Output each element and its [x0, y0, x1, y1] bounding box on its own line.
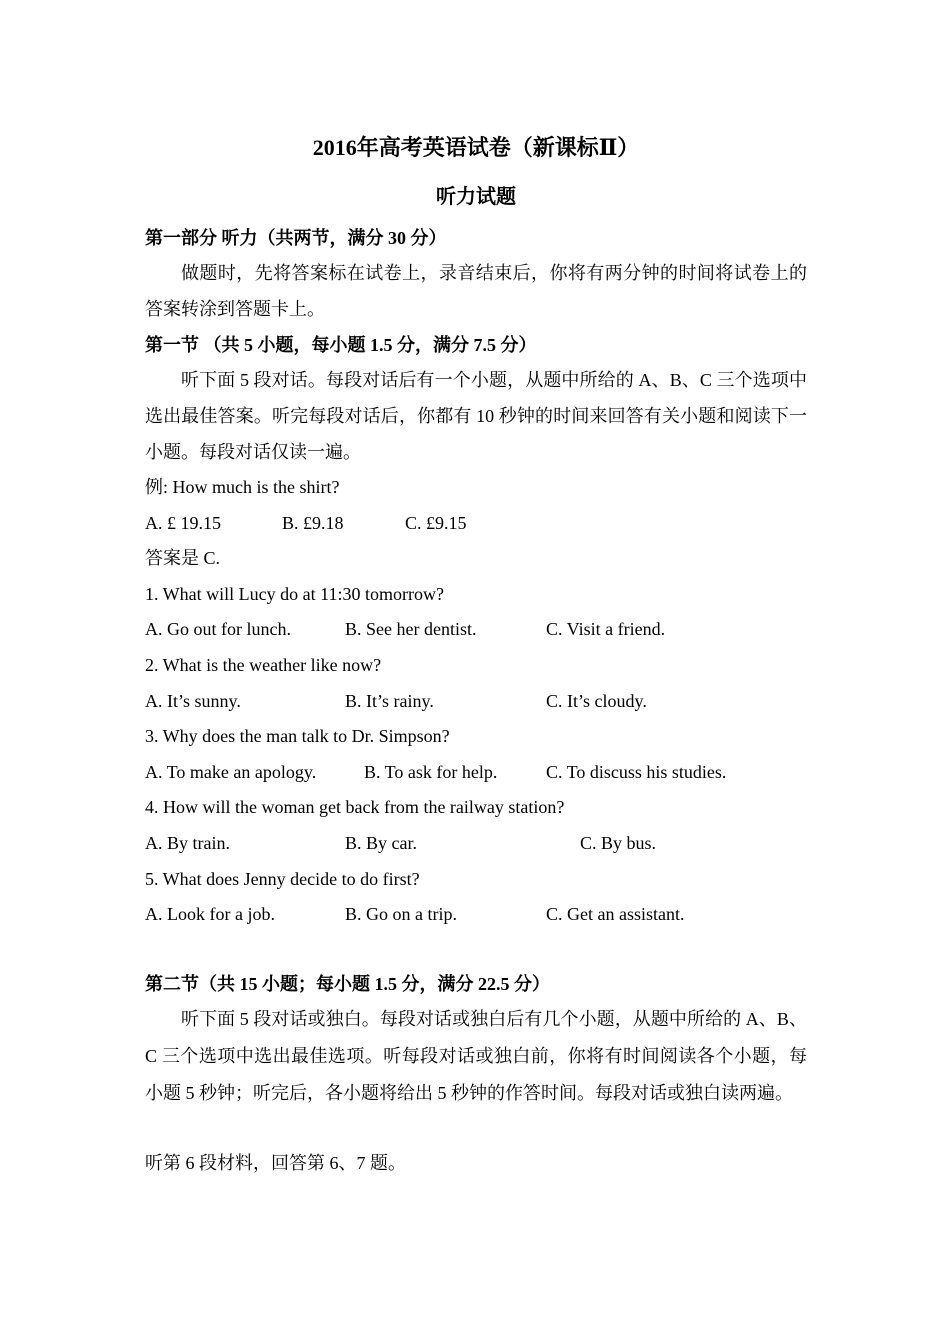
q3-option-c: C. To discuss his studies. [546, 761, 727, 782]
example-option-c: C. £9.15 [405, 512, 467, 533]
page-title: 2016年高考英语试卷（新课标Ⅱ） [312, 135, 640, 160]
question-3-options [145, 755, 807, 791]
q5-option-b: B. Go on a trip. [345, 904, 457, 925]
part1-heading: 第一部分 听力（共两节，满分 30 分） [145, 228, 447, 248]
material-6-prompt: 听第 6 段材料，回答第 6、7 题。 [145, 1152, 406, 1173]
q1-option-b: B. See her dentist. [345, 619, 477, 640]
part1-instruction: 做题时，先将答案标在试卷上，录音结束后，你将有两分钟的时间将试卷上的答案转涂到答题卡上。 [145, 263, 807, 319]
example-option-b: B. £9.18 [282, 512, 344, 533]
q2-option-c: C. It’s cloudy. [546, 690, 647, 711]
section1-instruction: 听下面 5 段对话。每段对话后有一个小题，从题中所给的 A、B、C 三个选项中选出最佳答案。听完每段对话后，你都有 10 秒钟的时间来回答有关小题和阅读下一小题。每段对话仅读一遍。 [145, 370, 807, 462]
question-2: 2. What is the weather like now? [145, 654, 382, 675]
question-4: 4. How will the woman get back from the railway station? [145, 797, 565, 818]
section2-heading: 第二节（共 15 小题；每小题 1.5 分，满分 22.5 分） [145, 973, 550, 994]
question-4-options [145, 826, 807, 862]
q3-option-a: A. To make an apology. [145, 761, 317, 782]
q4-option-c: C. By bus. [580, 832, 657, 853]
q3-option-b: B. To ask for help. [364, 761, 498, 782]
question-3: 3. Why does the man talk to Dr. Simpson? [145, 726, 450, 747]
q5-option-c: C. Get an assistant. [546, 904, 685, 925]
example-answer: 答案是 C. [145, 548, 221, 569]
q2-option-a: A. It’s sunny. [145, 690, 241, 711]
spacer [145, 933, 807, 968]
q4-option-a: A. By train. [145, 832, 230, 853]
example-option-a: A. £ 19.15 [145, 512, 221, 533]
question-5-options [145, 897, 807, 933]
page-subtitle: 听力试题 [436, 186, 516, 208]
question-1-options [145, 612, 807, 648]
q1-option-a: A. Go out for lunch. [145, 619, 291, 640]
q2-option-b: B. It’s rainy. [345, 690, 434, 711]
q5-option-a: A. Look for a job. [145, 904, 275, 925]
example-options [145, 506, 807, 542]
section1-heading: 第一节 （共 5 小题，每小题 1.5 分，满分 7.5 分） [145, 335, 537, 355]
question-5: 5. What does Jenny decide to do first? [145, 868, 420, 889]
question-1: 1. What will Lucy do at 11:30 tomorrow? [145, 583, 444, 604]
question-2-options [145, 684, 807, 720]
q4-option-b: B. By car. [345, 832, 417, 853]
spacer [145, 1112, 807, 1146]
example-question: 例: How much is the shirt? [145, 477, 340, 497]
exam-document [145, 128, 807, 1181]
section2-instruction: 听下面 5 段对话或独白。每段对话或独白后有几个小题，从题中所给的 A、B、C 三个选项中选出最佳选项。听每段对话或独白前，你将有时间阅读各个小题，每小题 5 秒钟；听完后，各小题将给出 5 秒钟的作答时间。每段对话或独白读两遍。 [145, 1008, 807, 1103]
q1-option-c: C. Visit a friend. [546, 619, 666, 640]
